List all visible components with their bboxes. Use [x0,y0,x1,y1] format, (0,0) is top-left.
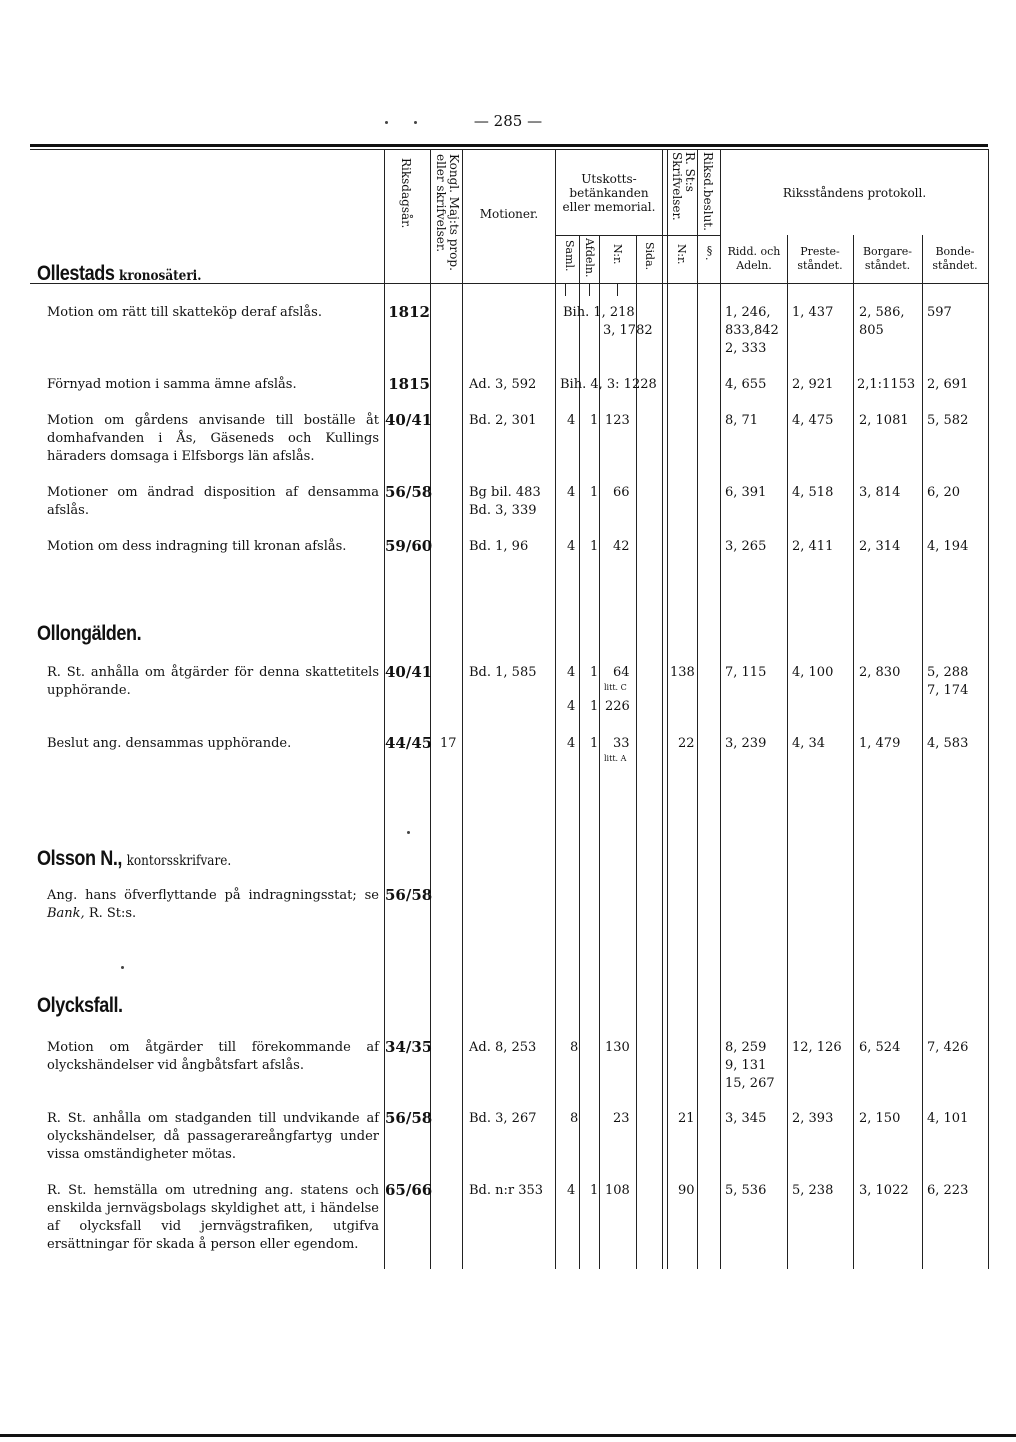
header-nr: N:r. [611,244,624,265]
header-utskott: Utskotts- betänkanden eller memorial. [562,172,656,214]
nr-ref: 130 [605,1040,630,1055]
top-rule-thin [30,149,988,150]
row-description: Ang. hans öfverflyttande på indragningsstat; se Bank, R. St:s. [47,888,379,921]
col-divider [853,235,854,1269]
tick-mark [565,284,566,296]
top-rule [30,144,988,147]
litt-note: litt. A [604,754,627,763]
header-motioner: Motioner. [479,207,539,221]
row-year: 34/35 [385,1038,433,1056]
borgare-ref: 3, 814 [859,485,901,500]
borgare-ref: 805 [859,323,884,338]
bonde-ref: 2, 691 [927,377,969,392]
motion-ref: Bd. 2, 301 [469,413,537,428]
preste-ref: 4, 34 [792,736,826,751]
speck-mark [414,121,417,124]
nr-ref: 33 [613,736,630,751]
row-year: 44/45 [385,734,433,752]
nr-ref: 123 [605,413,630,428]
ridd-ref: 1, 246, [725,305,771,320]
bonde-ref: 4, 194 [927,539,969,554]
nr-ref: 23 [613,1111,630,1126]
rsts-ref: 138 [670,665,695,680]
rsts-ref: 21 [678,1111,695,1126]
section-title-olsson: Olsson N., kontorsskrifvare. [37,847,232,870]
ridd-ref: 3, 265 [725,539,767,554]
preste-ref: 12, 126 [792,1040,842,1055]
ridd-ref: 5, 536 [725,1183,767,1198]
header-riksdbeslut: Riksd.beslut. [701,152,715,231]
col-divider [555,149,556,1269]
header-nr2: N:r. [675,244,688,265]
col-divider [662,149,663,1269]
preste-ref: 5, 238 [792,1183,834,1198]
page-number: — 285 — [473,112,543,130]
tick-mark [589,284,590,296]
afdeln-ref: 1 [590,485,599,500]
section-title-olycksfall: Olycksfall. [37,994,123,1017]
row-description: R. St. hemställa om utredning ang. statens och enskilda jernvägsbolags skyldighet att, i händelse af olycksfall vid jernvägstrafiken, utgifva ersättningar för skada å person eller egendom. [47,1183,379,1252]
preste-ref: 2, 921 [792,377,834,392]
borgare-ref: 6, 524 [859,1040,901,1055]
ridd-ref: 2, 333 [725,341,767,356]
kongl-ref: 17 [440,736,457,751]
header-bonde: Bonde- ståndet. [932,245,978,272]
col-divider [667,149,668,1269]
ridd-ref: 8, 71 [725,413,759,428]
afdeln-ref: 1 [590,1183,599,1198]
borgare-ref: 1, 479 [859,736,901,751]
preste-ref: 1, 437 [792,305,834,320]
row-description: Motion om dess indragning till kronan afslås. [47,539,347,554]
afdeln-ref: 1 [590,413,599,428]
bonde-ref: 4, 101 [927,1111,969,1126]
motion-ref: Bd. 1, 585 [469,665,537,680]
saml-ref: 8 [570,1111,579,1126]
header-preste: Preste- ståndet. [797,245,843,272]
nr-ref: 64 [613,665,630,680]
col-divider [922,235,923,1269]
borgare-ref: 3, 1022 [859,1183,909,1198]
borgare-ref: 2, 586, [859,305,905,320]
preste-ref: 2, 393 [792,1111,834,1126]
motion-ref: Bd. 1, 96 [469,539,529,554]
utskott-ref: Bih. 1, 218 [563,305,635,320]
ridd-ref: 15, 267 [725,1076,775,1091]
borgare-ref: 2,1:1153 [857,377,916,392]
borgare-ref: 2, 150 [859,1111,901,1126]
motion-ref: Bd. 3, 267 [469,1111,537,1126]
col-divider [430,149,431,1269]
speck-mark [385,121,388,124]
row-description: Beslut ang. densammas upphörande. [47,736,292,751]
bonde-ref: 6, 20 [927,485,961,500]
saml-ref: 4 [567,699,576,714]
col-divider [720,149,721,1269]
ridd-ref: 3, 239 [725,736,767,751]
saml-ref: 4 [567,485,576,500]
nr-ref: 226 [605,699,630,714]
litt-note: litt. C [604,683,627,692]
bonde-ref: 6, 223 [927,1183,969,1198]
section-title-ollestads: Ollestads kronosäteri. [37,262,202,285]
header-sida: Sida. [643,242,656,271]
ridd-ref: 7, 115 [725,665,767,680]
utskott-subheader-rule [555,235,667,236]
row-description: R. St. anhålla om åtgärder för denna skattetitels upphörande. [47,665,379,698]
header-borgare: Borgare- ståndet. [862,245,913,272]
row-year: 40/41 [385,663,433,681]
bonde-ref: 5, 582 [927,413,969,428]
row-year: 65/66 [385,1181,433,1199]
motion-ref: Bg bil. 483 [469,485,541,500]
ridd-ref: 3, 345 [725,1111,767,1126]
tick-mark [617,284,618,296]
preste-ref: 4, 475 [792,413,834,428]
header-kongl: Kongl. Maj:ts prop. eller skrifvelser. [434,154,461,271]
bonde-ref: 5, 288 [927,665,969,680]
col-divider [988,149,989,1269]
col-divider [787,235,788,1269]
motion-ref: Bd. n:r 353 [469,1183,544,1198]
row-year: 1812 [388,303,430,321]
ridd-ref: 8, 259 [725,1040,767,1055]
row-description: R. St. anhålla om stadganden till undvikande af olyckshändelser, då passagerarеångfartyg under vissa omständigheter mötas. [47,1111,379,1162]
header-ridd: Ridd. och Adeln. [727,245,781,272]
header-protokoll: Riksståndens protokoll. [782,186,927,200]
header-rsts: R. St:s Skrifvelser. [670,152,697,221]
saml-ref: 4 [567,1183,576,1198]
borgare-ref: 2, 830 [859,665,901,680]
motion-ref: Bd. 3, 339 [469,503,537,518]
bonde-ref: 597 [927,305,952,320]
section-title-ollongalden: Ollongälden. [37,622,142,645]
ridd-ref: 9, 131 [725,1058,767,1073]
afdeln-ref: 1 [590,699,599,714]
saml-ref: 8 [570,1040,579,1055]
motion-ref: Ad. 8, 253 [469,1040,537,1055]
afdeln-ref: 1 [590,665,599,680]
saml-ref: 4 [567,539,576,554]
row-year: 1815 [388,375,430,393]
preste-ref: 2, 411 [792,539,834,554]
preste-ref: 4, 100 [792,665,834,680]
header-afdeln: Afdeln. [583,238,596,278]
bottom-rule [0,1434,1016,1437]
bonde-ref: 4, 583 [927,736,969,751]
utskott-ref: Bih. 4, 3: 1228 [560,377,657,392]
row-description: Motioner om ändrad disposition af densamma afslås. [47,485,379,518]
bonde-ref: 7, 426 [927,1040,969,1055]
ridd-ref: 6, 391 [725,485,767,500]
row-description: Motion om rätt till skatteköp deraf afslås. [47,305,322,320]
header-riksdagsar: Riksdagsår. [399,158,413,229]
header-saml: Saml. [563,240,576,272]
preste-ref: 4, 518 [792,485,834,500]
utskott-ref: 3, 1782 [603,323,653,338]
row-year: 59/60 [385,537,433,555]
rsts-ref: 22 [678,736,695,751]
row-year: 56/58 [385,483,433,501]
saml-ref: 4 [567,736,576,751]
ridd-ref: 4, 655 [725,377,767,392]
borgare-ref: 2, 1081 [859,413,909,428]
row-description: Motion om gårdens anvisande till boställe åt domhafvanden i Ås, Gäseneds och Kullings häraders domsaga i Elfsborgs län afslås. [47,413,379,464]
bonde-ref: 7, 174 [927,683,969,698]
borgare-ref: 2, 314 [859,539,901,554]
afdeln-ref: 1 [590,736,599,751]
row-year: 56/58 [385,886,433,904]
ridd-ref: 833,842 [725,323,779,338]
col-divider [697,149,698,1269]
rsts-subheader-rule [667,235,720,236]
motion-ref: Ad. 3, 592 [469,377,537,392]
afdeln-ref: 1 [590,539,599,554]
speck-mark [121,966,124,969]
row-description: Motion om åtgärder till förekommande af olyckshändelser vid ångbåtsfart afslås. [47,1040,379,1073]
nr-ref: 66 [613,485,630,500]
speck-mark [407,831,410,834]
nr-ref: 42 [613,539,630,554]
row-year: 40/41 [385,411,433,429]
header-paragraph: §. [703,244,716,261]
row-description: Förnyad motion i samma ämne afslås. [47,377,297,392]
nr-ref: 108 [605,1183,630,1198]
col-divider [462,149,463,1269]
saml-ref: 4 [567,413,576,428]
saml-ref: 4 [567,665,576,680]
rsts-ref: 90 [678,1183,695,1198]
row-year: 56/58 [385,1109,433,1127]
